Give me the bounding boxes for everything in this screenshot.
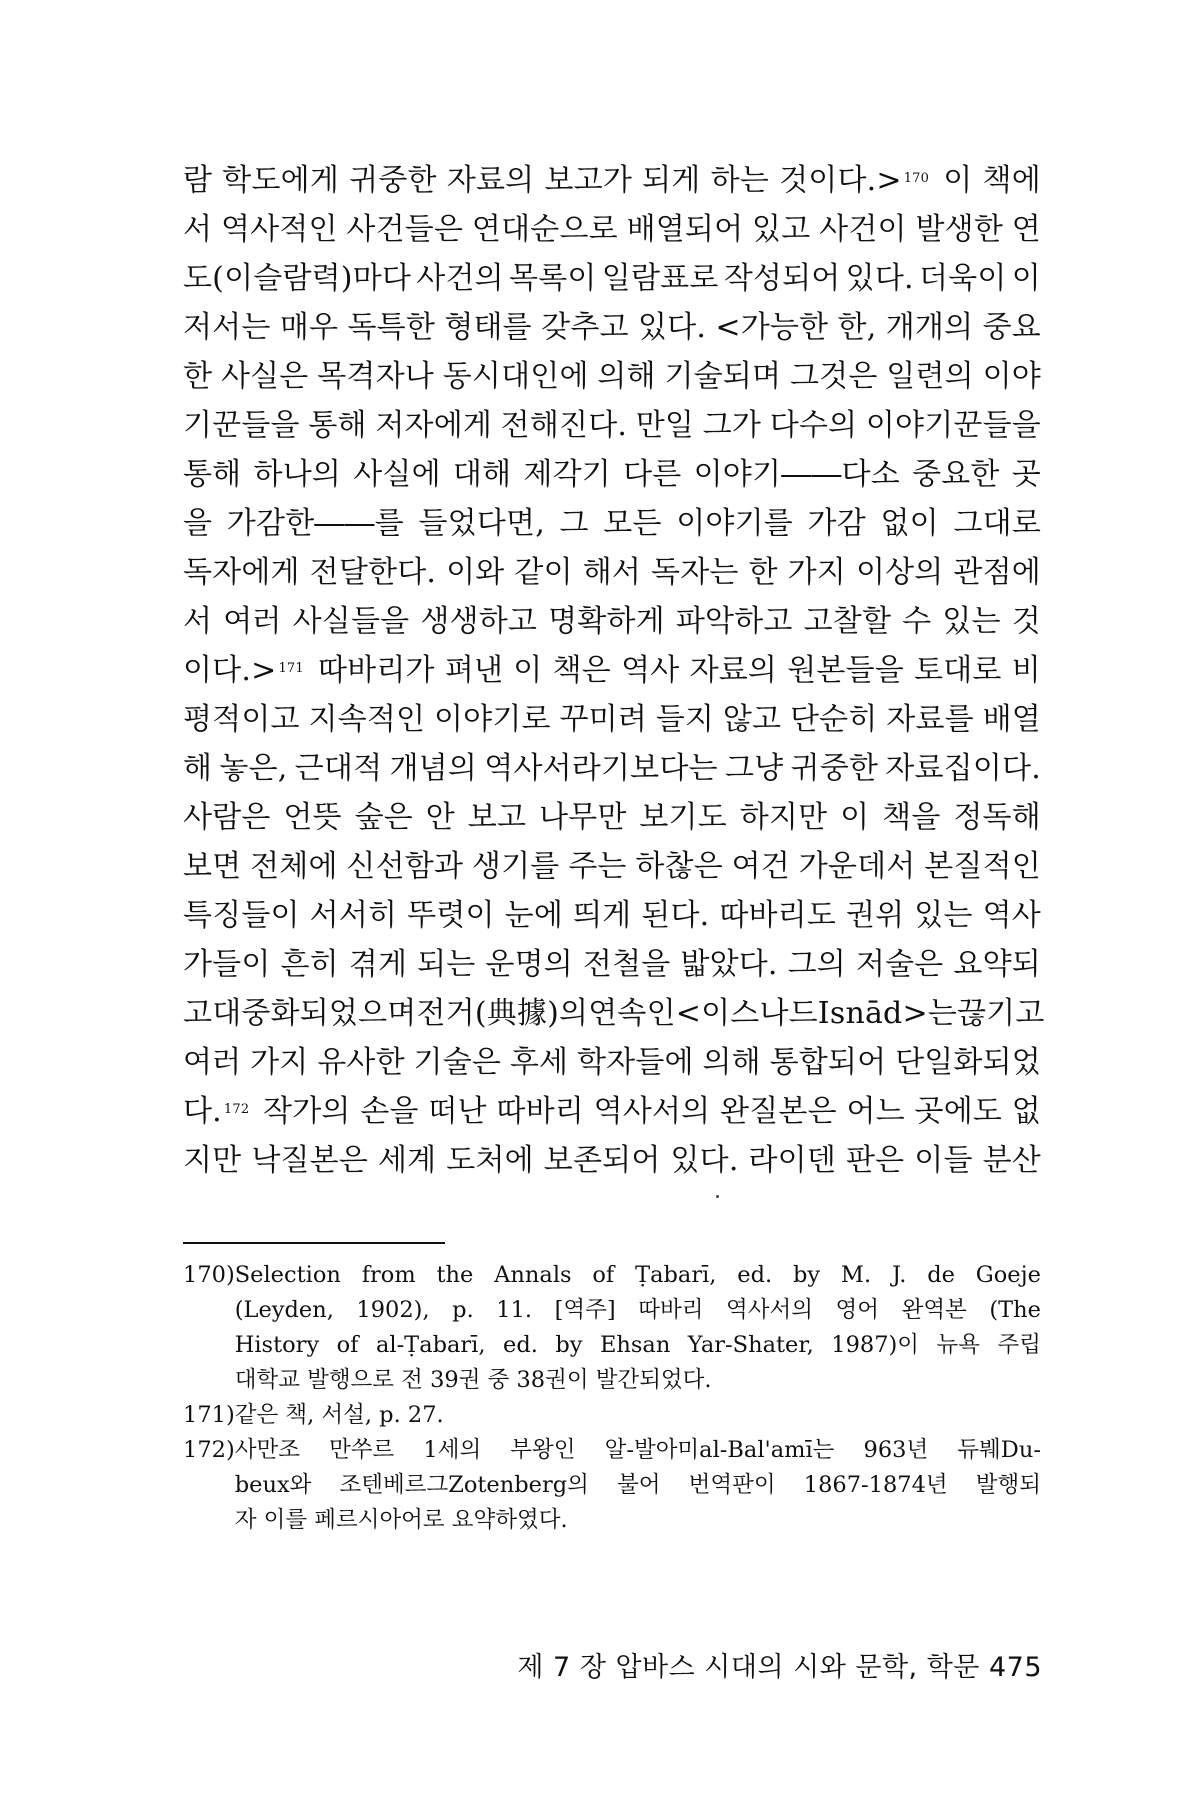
- body-line: 이다.> $^{171}$ 따바리가 펴낸 이 책은 역사 자료의 원본들을 토대로 비: [183, 653, 1041, 688]
- footnote-line: (Leyden, 1902), p. 11. [역주] 따바리 역사서의 영어 완역본 (The: [234, 1297, 1041, 1323]
- body-line: 고 대중화되었으며 전거(典據)의 연속인 <이스나드Isnād>는 끊기고: [183, 996, 1045, 1031]
- body-line: 특징들이 서서히 뚜렷이 눈에 띄게 된다. 따바리도 권위 있는 역사: [183, 898, 1041, 933]
- body-line: 서 여러 사실들을 생생하고 명확하게 파악하고 고찰할 수 있는 것: [183, 604, 1041, 639]
- body-text: [183, 155, 1045, 1184]
- footnote: [183, 1433, 1041, 1538]
- body-line: 서 역사적인 사건들은 연대순으로 배열되어 있고 사건이 발생한 연: [183, 212, 1041, 247]
- footnote-rule: [183, 1242, 445, 1244]
- body-line: 다. $^{172}$ 작가의 손을 떠난 따바리 역사서의 완질본은 어느 곳에도 없: [183, 1094, 1041, 1129]
- body-line: 보면 전체에 신선함과 생기를 주는 하찮은 여건 가운데서 본질적인: [183, 849, 1041, 884]
- body-line: 저서는 매우 독특한 형태를 갖추고 있다. <가능한 한, 개개의 중요: [183, 310, 1041, 345]
- footnote-line: 사만조 만쑤르 1세의 부왕인 알-발아미al-Bal'amī는 963년 듀붸Du-: [234, 1437, 1041, 1463]
- footnote-number: 171): [183, 1402, 235, 1428]
- body-line: 해 놓은, 근대적 개념의 역사서라기보다는 그냥 귀중한 자료집이다.: [183, 751, 1041, 786]
- body-line: 통해 하나의 사실에 대해 제각기 다른 이야기――다소 중요한 곳: [183, 457, 1041, 492]
- footnote-ref: 170: [903, 171, 930, 186]
- body-line: 기꾼들을 통해 저자에게 전해진다. 만일 그가 다수의 이야기꾼들을: [183, 408, 1041, 443]
- body-line: 한 사실은 목격자나 동시대인에 의해 기술되며 그것은 일련의 이야: [183, 359, 1041, 394]
- footnote: [183, 1258, 1041, 1398]
- body-line: 가들이 흔히 겪게 되는 운명의 전철을 밟았다. 그의 저술은 요약되: [183, 947, 1041, 982]
- footnote-line: beux와 조텐베르그Zotenberg의 불어 번역판이 1867-1874년 발행되: [234, 1472, 1041, 1498]
- body-line: 사람은 언뜻 숲은 안 보고 나무만 보기도 하지만 이 책을 정독해: [183, 800, 1041, 835]
- speck: [716, 1195, 719, 1198]
- footnote: [183, 1398, 1041, 1433]
- footnote-ref: 172: [223, 1102, 250, 1117]
- body-line: 여러 가지 유사한 기술은 후세 학자들에 의해 통합되어 단일화되었: [183, 1045, 1041, 1080]
- footnotes: [183, 1258, 1041, 1538]
- footnote-line: 같은 책, 서설, p. 27.: [234, 1402, 444, 1428]
- footnote-line: History of al-Ṭabarī, ed. by Ehsan Yar-Shater, 1987)이 뉴욕 주립: [234, 1332, 1041, 1358]
- body-line: 독자에게 전달한다. 이와 같이 해서 독자는 한 가지 이상의 관점에: [183, 555, 1041, 590]
- footnote-line: Selection from the Annals of Ṭabarī, ed. by M. J. de Goeje: [234, 1262, 1041, 1288]
- body-line: 평적이고 지속적인 이야기로 꾸미려 들지 않고 단순히 자료를 배열: [183, 702, 1041, 737]
- footnote-line: 자 이를 페르시아어로 요약하였다.: [234, 1507, 568, 1533]
- footnote-number: 172): [183, 1437, 235, 1463]
- running-footer: 제 7 장 압바스 시대의 시와 문학, 학문 475: [517, 1652, 1042, 1683]
- body-line: 을 가감한――를 들었다면, 그 모든 이야기를 가감 없이 그대로: [183, 506, 1041, 541]
- body-line: 도(이슬람력)마다 사건의 목록이 일람표로 작성되어 있다. 더욱이 이: [183, 261, 1041, 296]
- footnote-line: 대학교 발행으로 전 39권 중 38권이 발간되었다.: [234, 1367, 712, 1393]
- body-line: 지만 낙질본은 세계 도처에 보존되어 있다. 라이덴 판은 이들 분산: [183, 1143, 1041, 1178]
- footnote-ref: 171: [278, 661, 304, 676]
- body-line: 람 학도에게 귀중한 자료의 보고가 되게 하는 것이다.> $^{170}$ 이 책에: [183, 163, 1041, 198]
- footnote-number: 170): [183, 1262, 235, 1288]
